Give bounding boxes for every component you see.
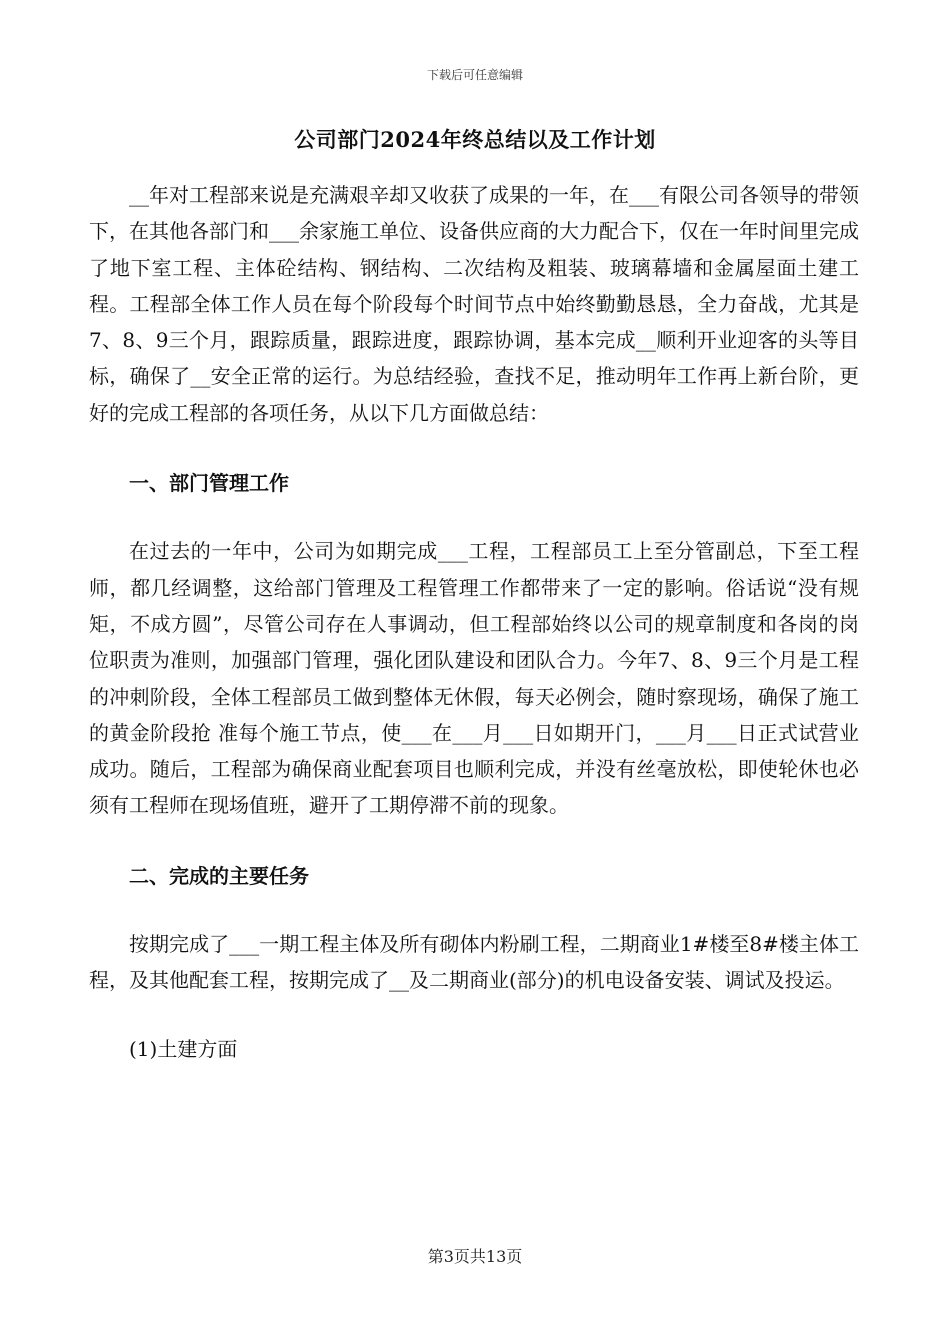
document-title: 公司部门2024年终总结以及工作计划 xyxy=(294,127,656,152)
section-paragraph-main-tasks: 按期完成了___一期工程主体及所有砌体内粉刷工程，二期商业1#楼至8#楼主体工程，及其他配套工程，按期完成了__及二期商业(部分)的机电设备安装、调试及投运。 xyxy=(89,932,859,993)
page-number: 第3页共13页 xyxy=(427,1247,523,1266)
section-heading-department-management: 一、部门管理工作 xyxy=(129,471,289,496)
section-paragraph-department-management: 在过去的一年中，公司为如期完成___工程，工程部员工上至分管副总，下至工程师，都几经调整，这给部门管理及工程管理工作都带来了一定的影响。俗话说“没有规矩，不成方圆”，尽管公司存在人事调动，但工程部始终以公司的规章制度和各岗的岗位职责为准则，加强部门管理，强化团队建设和团队合力。今年7、8、9三个月是工程的冲刺阶段，全体工程部员工做到整体无休假，每天必例会，随时察现场，确保了施工的黄金阶段抢 准每个施工节点，使___在___月___日如期开门，___月___日正式试营业成功。随后，工程部为确保商业配套项目也顺利完成，并没有丝毫放松，即使轮休也必须有工程师在现场值班，避开了工期停滞不前的现象。 xyxy=(89,539,859,818)
section-heading-main-tasks: 二、完成的主要任务 xyxy=(129,863,309,888)
document-body xyxy=(89,177,859,1067)
subsection-heading-civil-works: (1)土建方面 xyxy=(129,1036,238,1061)
intro-paragraph: __年对工程部来说是充满艰辛却又收获了成果的一年，在___有限公司各领导的带领下，在其他各部门和___余家施工单位、设备供应商的大力配合下，仅在一年时间里完成了地下室工程、主体砼结构、钢结构、二次结构及粗装、玻璃幕墙和金属屋面土建工程。工程部全体工作人员在每个阶段每个时间节点中始终勤勤恳恳，全力奋战，尤其是7、8、9三个月，跟踪质量，跟踪进度，跟踪协调，基本完成__顺利开业迎客的头等目标，确保了__安全正常的运行。为总结经验，查找不足，推动明年工作再上新台阶，更好的完成工程部的各项任务，从以下几方面做总结： xyxy=(89,183,859,425)
header-note: 下载后可任意编辑 xyxy=(426,68,523,82)
